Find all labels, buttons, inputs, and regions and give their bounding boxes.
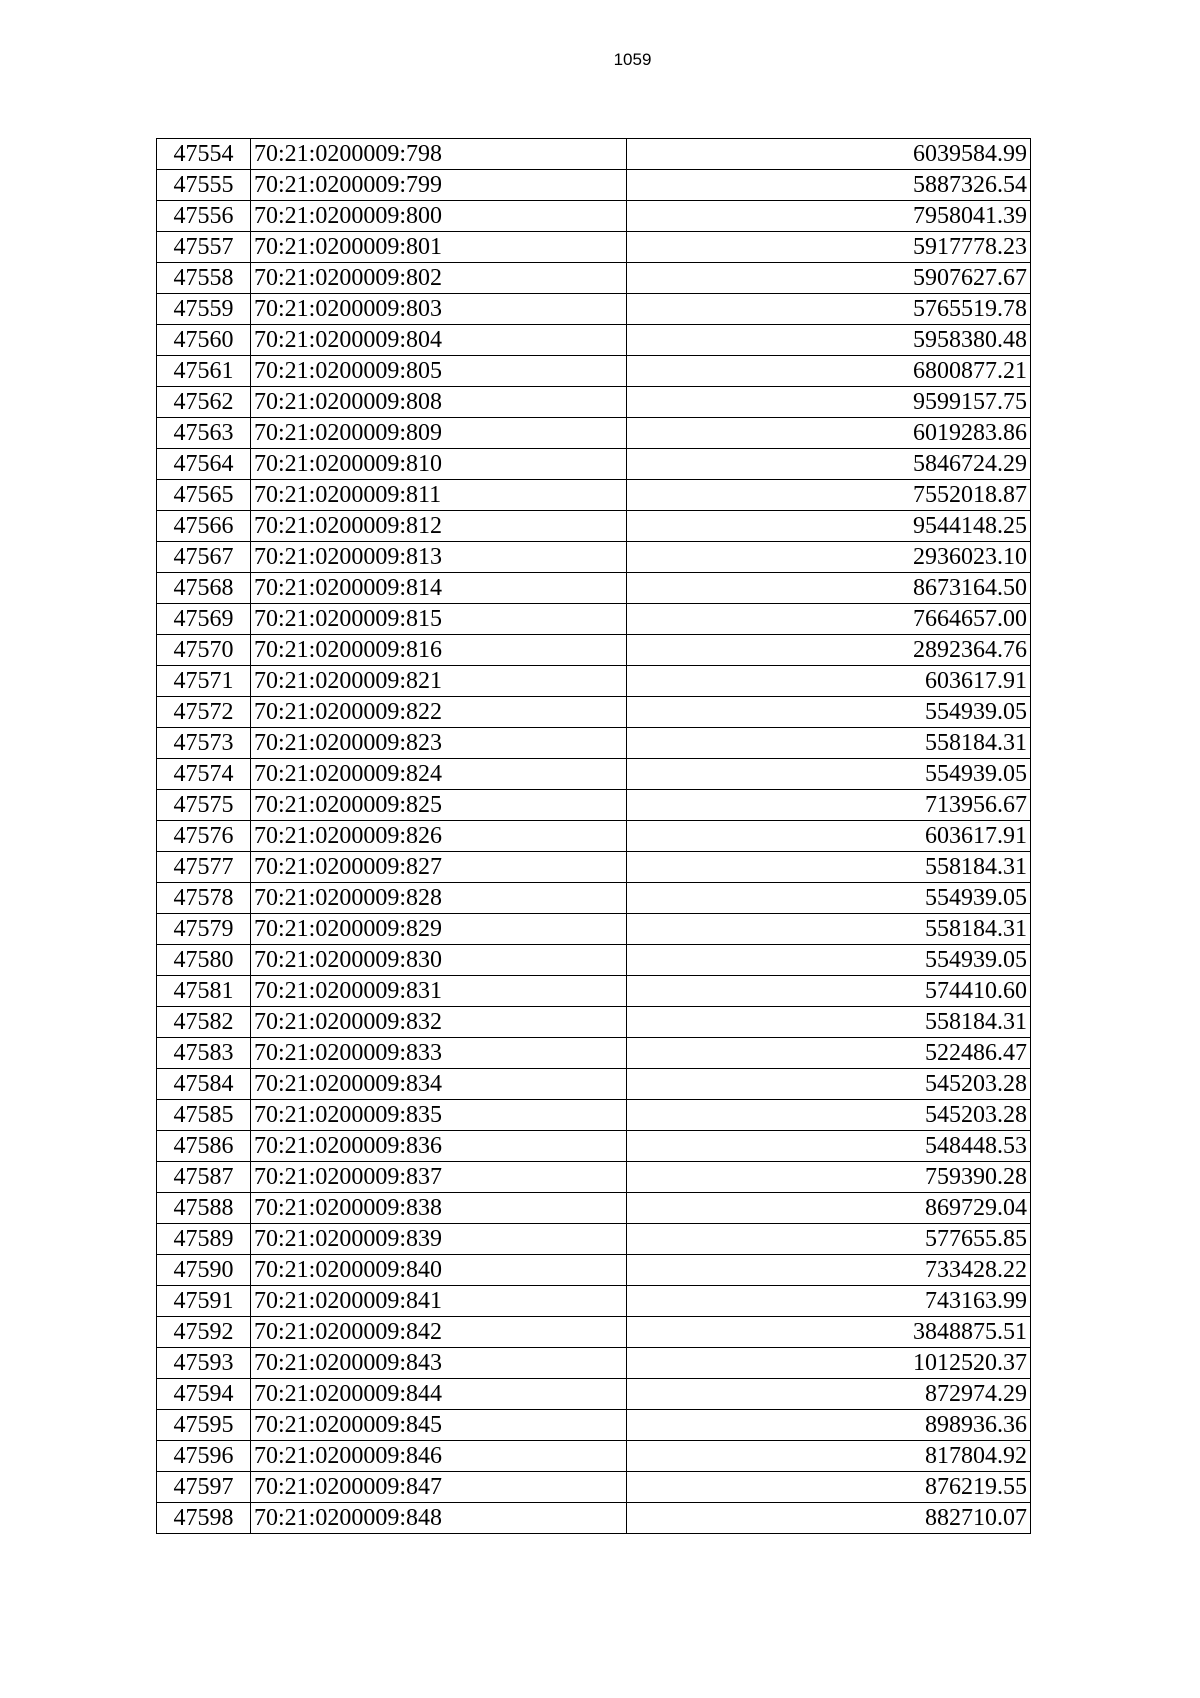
row-number-cell: 47594 <box>157 1379 251 1410</box>
table-row <box>157 821 1031 852</box>
table-row <box>157 1193 1031 1224</box>
row-number-cell: 47585 <box>157 1100 251 1131</box>
value-cell: 5846724.29 <box>627 449 1031 480</box>
cadastral-number-cell: 70:21:0200009:837 <box>251 1162 627 1193</box>
table-row <box>157 666 1031 697</box>
table-row <box>157 945 1031 976</box>
cadastral-number-cell: 70:21:0200009:822 <box>251 697 627 728</box>
row-number-cell: 47582 <box>157 1007 251 1038</box>
data-table <box>156 138 1031 1534</box>
table-row <box>157 263 1031 294</box>
table-row <box>157 1441 1031 1472</box>
value-cell: 9544148.25 <box>627 511 1031 542</box>
value-cell: 522486.47 <box>627 1038 1031 1069</box>
value-cell: 558184.31 <box>627 728 1031 759</box>
value-cell: 743163.99 <box>627 1286 1031 1317</box>
table-row <box>157 852 1031 883</box>
value-cell: 733428.22 <box>627 1255 1031 1286</box>
row-number-cell: 47581 <box>157 976 251 1007</box>
cadastral-number-cell: 70:21:0200009:838 <box>251 1193 627 1224</box>
table-row <box>157 914 1031 945</box>
value-cell: 6800877.21 <box>627 356 1031 387</box>
value-cell: 554939.05 <box>627 697 1031 728</box>
cadastral-number-cell: 70:21:0200009:799 <box>251 170 627 201</box>
cadastral-number-cell: 70:21:0200009:808 <box>251 387 627 418</box>
table-row <box>157 170 1031 201</box>
row-number-cell: 47576 <box>157 821 251 852</box>
row-number-cell: 47563 <box>157 418 251 449</box>
cadastral-number-cell: 70:21:0200009:841 <box>251 1286 627 1317</box>
value-cell: 8673164.50 <box>627 573 1031 604</box>
value-cell: 713956.67 <box>627 790 1031 821</box>
cadastral-number-cell: 70:21:0200009:801 <box>251 232 627 263</box>
row-number-cell: 47559 <box>157 294 251 325</box>
row-number-cell: 47586 <box>157 1131 251 1162</box>
cadastral-number-cell: 70:21:0200009:813 <box>251 542 627 573</box>
row-number-cell: 47577 <box>157 852 251 883</box>
row-number-cell: 47556 <box>157 201 251 232</box>
table-row <box>157 604 1031 635</box>
cadastral-number-cell: 70:21:0200009:844 <box>251 1379 627 1410</box>
value-cell: 5887326.54 <box>627 170 1031 201</box>
value-cell: 1012520.37 <box>627 1348 1031 1379</box>
row-number-cell: 47583 <box>157 1038 251 1069</box>
value-cell: 876219.55 <box>627 1472 1031 1503</box>
cadastral-number-cell: 70:21:0200009:811 <box>251 480 627 511</box>
row-number-cell: 47584 <box>157 1069 251 1100</box>
value-cell: 554939.05 <box>627 945 1031 976</box>
row-number-cell: 47566 <box>157 511 251 542</box>
value-cell: 3848875.51 <box>627 1317 1031 1348</box>
value-cell: 548448.53 <box>627 1131 1031 1162</box>
row-number-cell: 47560 <box>157 325 251 356</box>
table-body <box>157 139 1031 1534</box>
row-number-cell: 47596 <box>157 1441 251 1472</box>
cadastral-number-cell: 70:21:0200009:830 <box>251 945 627 976</box>
cadastral-number-cell: 70:21:0200009:848 <box>251 1503 627 1534</box>
table-row <box>157 1255 1031 1286</box>
value-cell: 7958041.39 <box>627 201 1031 232</box>
table-row <box>157 728 1031 759</box>
row-number-cell: 47568 <box>157 573 251 604</box>
table-row <box>157 1224 1031 1255</box>
row-number-cell: 47558 <box>157 263 251 294</box>
table-row <box>157 511 1031 542</box>
row-number-cell: 47555 <box>157 170 251 201</box>
table-row <box>157 1379 1031 1410</box>
table-row <box>157 573 1031 604</box>
cadastral-number-cell: 70:21:0200009:836 <box>251 1131 627 1162</box>
value-cell: 558184.31 <box>627 914 1031 945</box>
value-cell: 554939.05 <box>627 883 1031 914</box>
row-number-cell: 47571 <box>157 666 251 697</box>
row-number-cell: 47597 <box>157 1472 251 1503</box>
table-row <box>157 387 1031 418</box>
value-cell: 545203.28 <box>627 1069 1031 1100</box>
row-number-cell: 47570 <box>157 635 251 666</box>
value-cell: 5958380.48 <box>627 325 1031 356</box>
cadastral-number-cell: 70:21:0200009:816 <box>251 635 627 666</box>
cadastral-number-cell: 70:21:0200009:798 <box>251 139 627 170</box>
table-row <box>157 325 1031 356</box>
cadastral-number-cell: 70:21:0200009:827 <box>251 852 627 883</box>
table-row <box>157 356 1031 387</box>
value-cell: 759390.28 <box>627 1162 1031 1193</box>
table-row <box>157 1131 1031 1162</box>
cadastral-number-cell: 70:21:0200009:814 <box>251 573 627 604</box>
table-row <box>157 449 1031 480</box>
table-row <box>157 1410 1031 1441</box>
row-number-cell: 47578 <box>157 883 251 914</box>
cadastral-number-cell: 70:21:0200009:826 <box>251 821 627 852</box>
value-cell: 558184.31 <box>627 852 1031 883</box>
value-cell: 577655.85 <box>627 1224 1031 1255</box>
value-cell: 545203.28 <box>627 1100 1031 1131</box>
row-number-cell: 47565 <box>157 480 251 511</box>
row-number-cell: 47579 <box>157 914 251 945</box>
value-cell: 817804.92 <box>627 1441 1031 1472</box>
table-row <box>157 1503 1031 1534</box>
value-cell: 558184.31 <box>627 1007 1031 1038</box>
value-cell: 872974.29 <box>627 1379 1031 1410</box>
row-number-cell: 47561 <box>157 356 251 387</box>
cadastral-number-cell: 70:21:0200009:840 <box>251 1255 627 1286</box>
row-number-cell: 47567 <box>157 542 251 573</box>
table-row <box>157 480 1031 511</box>
cadastral-number-cell: 70:21:0200009:805 <box>251 356 627 387</box>
row-number-cell: 47575 <box>157 790 251 821</box>
table-row <box>157 1348 1031 1379</box>
table-row <box>157 1069 1031 1100</box>
table-row <box>157 1038 1031 1069</box>
row-number-cell: 47572 <box>157 697 251 728</box>
row-number-cell: 47590 <box>157 1255 251 1286</box>
cadastral-number-cell: 70:21:0200009:846 <box>251 1441 627 1472</box>
value-cell: 6019283.86 <box>627 418 1031 449</box>
value-cell: 7552018.87 <box>627 480 1031 511</box>
row-number-cell: 47592 <box>157 1317 251 1348</box>
table-row <box>157 201 1031 232</box>
cadastral-number-cell: 70:21:0200009:823 <box>251 728 627 759</box>
value-cell: 6039584.99 <box>627 139 1031 170</box>
cadastral-number-cell: 70:21:0200009:804 <box>251 325 627 356</box>
row-number-cell: 47580 <box>157 945 251 976</box>
cadastral-number-cell: 70:21:0200009:843 <box>251 1348 627 1379</box>
table-row <box>157 759 1031 790</box>
row-number-cell: 47598 <box>157 1503 251 1534</box>
table-row <box>157 1162 1031 1193</box>
table-row <box>157 883 1031 914</box>
row-number-cell: 47593 <box>157 1348 251 1379</box>
cadastral-number-cell: 70:21:0200009:829 <box>251 914 627 945</box>
cadastral-number-cell: 70:21:0200009:832 <box>251 1007 627 1038</box>
value-cell: 5917778.23 <box>627 232 1031 263</box>
cadastral-number-cell: 70:21:0200009:821 <box>251 666 627 697</box>
cadastral-number-cell: 70:21:0200009:839 <box>251 1224 627 1255</box>
table-row <box>157 1007 1031 1038</box>
cadastral-number-cell: 70:21:0200009:800 <box>251 201 627 232</box>
row-number-cell: 47589 <box>157 1224 251 1255</box>
cadastral-number-cell: 70:21:0200009:834 <box>251 1069 627 1100</box>
table-row <box>157 635 1031 666</box>
table-row <box>157 232 1031 263</box>
value-cell: 554939.05 <box>627 759 1031 790</box>
cadastral-number-cell: 70:21:0200009:810 <box>251 449 627 480</box>
row-number-cell: 47569 <box>157 604 251 635</box>
row-number-cell: 47588 <box>157 1193 251 1224</box>
value-cell: 574410.60 <box>627 976 1031 1007</box>
row-number-cell: 47554 <box>157 139 251 170</box>
cadastral-number-cell: 70:21:0200009:825 <box>251 790 627 821</box>
value-cell: 7664657.00 <box>627 604 1031 635</box>
cadastral-number-cell: 70:21:0200009:835 <box>251 1100 627 1131</box>
cadastral-number-cell: 70:21:0200009:802 <box>251 263 627 294</box>
cadastral-number-cell: 70:21:0200009:809 <box>251 418 627 449</box>
cadastral-number-cell: 70:21:0200009:831 <box>251 976 627 1007</box>
row-number-cell: 47595 <box>157 1410 251 1441</box>
value-cell: 603617.91 <box>627 666 1031 697</box>
cadastral-number-cell: 70:21:0200009:815 <box>251 604 627 635</box>
table-row <box>157 418 1031 449</box>
cadastral-number-cell: 70:21:0200009:812 <box>251 511 627 542</box>
table-row <box>157 790 1031 821</box>
cadastral-number-cell: 70:21:0200009:833 <box>251 1038 627 1069</box>
value-cell: 2936023.10 <box>627 542 1031 573</box>
page-number: 1059 <box>613 50 652 69</box>
row-number-cell: 47557 <box>157 232 251 263</box>
cadastral-number-cell: 70:21:0200009:803 <box>251 294 627 325</box>
value-cell: 603617.91 <box>627 821 1031 852</box>
table-row <box>157 139 1031 170</box>
row-number-cell: 47587 <box>157 1162 251 1193</box>
value-cell: 2892364.76 <box>627 635 1031 666</box>
value-cell: 882710.07 <box>627 1503 1031 1534</box>
table-row <box>157 697 1031 728</box>
cadastral-number-cell: 70:21:0200009:847 <box>251 1472 627 1503</box>
row-number-cell: 47573 <box>157 728 251 759</box>
table-row <box>157 976 1031 1007</box>
row-number-cell: 47564 <box>157 449 251 480</box>
table-row <box>157 542 1031 573</box>
value-cell: 898936.36 <box>627 1410 1031 1441</box>
cadastral-number-cell: 70:21:0200009:824 <box>251 759 627 790</box>
value-cell: 5907627.67 <box>627 263 1031 294</box>
cadastral-number-cell: 70:21:0200009:845 <box>251 1410 627 1441</box>
cadastral-number-cell: 70:21:0200009:828 <box>251 883 627 914</box>
cadastral-number-cell: 70:21:0200009:842 <box>251 1317 627 1348</box>
table-row <box>157 294 1031 325</box>
value-cell: 869729.04 <box>627 1193 1031 1224</box>
table-row <box>157 1472 1031 1503</box>
row-number-cell: 47562 <box>157 387 251 418</box>
value-cell: 5765519.78 <box>627 294 1031 325</box>
row-number-cell: 47591 <box>157 1286 251 1317</box>
table-row <box>157 1100 1031 1131</box>
table-row <box>157 1286 1031 1317</box>
row-number-cell: 47574 <box>157 759 251 790</box>
value-cell: 9599157.75 <box>627 387 1031 418</box>
table-row <box>157 1317 1031 1348</box>
